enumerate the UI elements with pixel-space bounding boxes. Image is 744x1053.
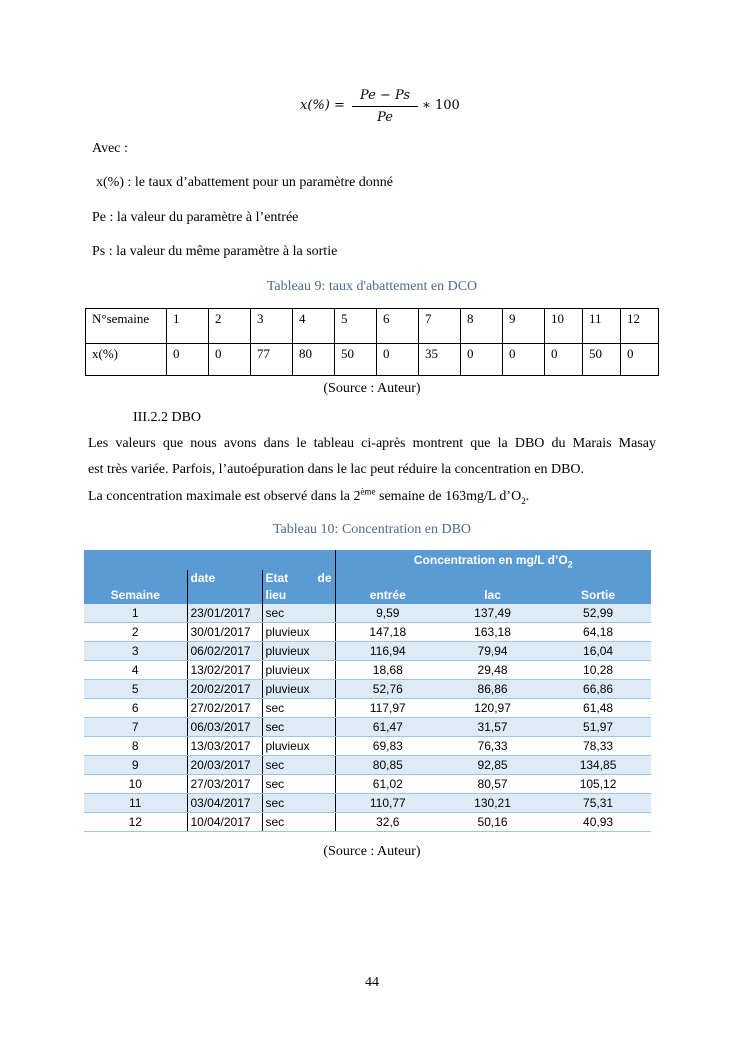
table10-header-row [84,570,651,604]
cell-entree: 117,97 [335,699,440,718]
paragraph-line-1: Les valeurs que nous avons dans le tableau ci-après montrent que la DBO du Marais Masay [88,436,656,451]
cell-etat: sec [262,756,335,775]
table9-cell: 0 [545,344,583,376]
table9-cell: 0 [461,344,503,376]
cell-semaine: 8 [84,737,187,756]
cell-sortie: 64,18 [545,623,651,642]
cell-entree: 9,59 [335,604,440,623]
cell-sortie: 51,97 [545,718,651,737]
cell-date: 13/03/2017 [187,737,262,756]
cell-entree: 110,77 [335,794,440,813]
table9-cell: 0 [377,344,419,376]
cell-etat: pluvieux [262,661,335,680]
definition-x: x(%) : le taux d’abattement pour un paramètre donné [96,175,393,190]
cell-entree: 80,85 [335,756,440,775]
paragraph-line-3: La concentration maximale est observé dans la 2ème semaine de 163mg/L $d’O_2$. [88,486,530,506]
cell-sortie: 10,28 [545,661,651,680]
cell-lac: 29,48 [440,661,545,680]
cell-semaine: 10 [84,775,187,794]
definition-pe: Pe : la valeur du paramètre à l’entrée [92,210,299,225]
table10-group-header-row [84,550,651,570]
table9-cell: 1 [167,309,209,344]
table-row [84,718,651,737]
table9-cell: 35 [419,344,461,376]
cell-date: 27/02/2017 [187,699,262,718]
formula-rhs: ∗ 100 [422,98,460,113]
table-row [84,775,651,794]
table-row [84,604,651,623]
table9-cell: 12 [621,309,659,344]
cell-lac: 79,94 [440,642,545,661]
cell-entree: 69,83 [335,737,440,756]
cell-etat: sec [262,699,335,718]
table9-cell: 6 [377,309,419,344]
cell-semaine: 5 [84,680,187,699]
cell-date: 30/01/2017 [187,623,262,642]
table9-row-label: x(%) [86,344,167,376]
table9-cell: 9 [503,309,545,344]
table9-cell: 80 [293,344,335,376]
cell-entree: 116,94 [335,642,440,661]
table-row [84,680,651,699]
header-lac: lac [440,570,545,604]
table-row [84,794,651,813]
table9-cell: 0 [503,344,545,376]
cell-date: 20/03/2017 [187,756,262,775]
table9-dco-abatement [85,308,659,376]
table9-row-label: N°semaine [86,309,167,344]
cell-date: 06/02/2017 [187,642,262,661]
cell-semaine: 7 [84,718,187,737]
cell-date: 06/03/2017 [187,718,262,737]
formula-fraction [352,88,418,125]
table9-source: (Source : Auteur) [323,381,421,396]
concentration-group-header: Concentration en mg/L $d’O_2$ [335,550,651,570]
cell-semaine: 11 [84,794,187,813]
table9-cell: 50 [335,344,377,376]
cell-entree: 32,6 [335,813,440,832]
cell-etat: sec [262,775,335,794]
avec-label: Avec : [92,141,128,156]
cell-date: 10/04/2017 [187,813,262,832]
paragraph-line-2: est très variée. Parfois, l’autoépuration dans le lac peut réduire la concentration en DBO. [88,462,585,477]
header-date: date [187,570,262,604]
table9-cell: 0 [209,344,251,376]
table9-cell: 10 [545,309,583,344]
cell-sortie: 134,85 [545,756,651,775]
cell-lac: 31,57 [440,718,545,737]
cell-semaine: 12 [84,813,187,832]
table9-week-row [86,309,659,344]
cell-etat: sec [262,813,335,832]
cell-date: 03/04/2017 [187,794,262,813]
cell-sortie: 66,86 [545,680,651,699]
cell-lac: 130,21 [440,794,545,813]
header-sortie: Sortie [545,570,651,604]
cell-sortie: 61,48 [545,699,651,718]
cell-lac: 80,57 [440,775,545,794]
cell-date: 27/03/2017 [187,775,262,794]
table10-dbo-concentration [84,550,651,832]
cell-lac: 50,16 [440,813,545,832]
table9-cell: 5 [335,309,377,344]
table-row [84,699,651,718]
table9-caption: Tableau 9: taux d'abattement en DCO [266,279,478,294]
cell-etat: pluvieux [262,680,335,699]
table-row [84,813,651,832]
table-row [84,737,651,756]
cell-entree: 147,18 [335,623,440,642]
table9-value-row [86,344,659,376]
cell-date: 13/02/2017 [187,661,262,680]
definition-ps: Ps : la valeur du même paramètre à la sortie [92,244,338,259]
cell-sortie: 75,31 [545,794,651,813]
cell-etat: pluvieux [262,623,335,642]
table-row [84,756,651,775]
formula-denominator: Pe [377,110,393,125]
table9-cell: 0 [167,344,209,376]
cell-sortie: 78,33 [545,737,651,756]
cell-etat: pluvieux [262,642,335,661]
cell-sortie: 105,12 [545,775,651,794]
cell-semaine: 4 [84,661,187,680]
cell-date: 23/01/2017 [187,604,262,623]
page-number: 44 [365,975,379,990]
cell-lac: 76,33 [440,737,545,756]
table9-cell: 0 [621,344,659,376]
table9-cell: 77 [251,344,293,376]
cell-semaine: 2 [84,623,187,642]
table10-caption: Tableau 10: Concentration en DBO [272,522,472,537]
cell-etat: sec [262,718,335,737]
header-semaine: Semaine [84,570,187,604]
table9-cell: 11 [583,309,621,344]
cell-entree: 61,02 [335,775,440,794]
header-etat: Etat de lieu [262,570,335,604]
table9-cell: 50 [583,344,621,376]
table9-cell: 4 [293,309,335,344]
cell-entree: 18,68 [335,661,440,680]
cell-lac: 163,18 [440,623,545,642]
formula-numerator: Pe − Ps [359,88,411,103]
table-row [84,642,651,661]
header-entree: entrée [335,570,440,604]
cell-sortie: 40,93 [545,813,651,832]
table9-cell: 7 [419,309,461,344]
formula-lhs: x(%) = [300,98,345,113]
cell-semaine: 9 [84,756,187,775]
cell-etat: sec [262,794,335,813]
cell-entree: 52,76 [335,680,440,699]
cell-lac: 92,85 [440,756,545,775]
table10-body [84,604,651,832]
cell-date: 20/02/2017 [187,680,262,699]
table10-source: (Source : Auteur) [323,844,421,859]
cell-lac: 86,86 [440,680,545,699]
table9-cell: 2 [209,309,251,344]
fraction-bar [352,106,418,107]
cell-etat: sec [262,604,335,623]
cell-semaine: 3 [84,642,187,661]
cell-sortie: 16,04 [545,642,651,661]
cell-lac: 120,97 [440,699,545,718]
cell-lac: 137,49 [440,604,545,623]
section-heading: III.2.2 DBO [133,410,202,425]
cell-sortie: 52,99 [545,604,651,623]
table-row [84,661,651,680]
table9-cell: 3 [251,309,293,344]
table9-cell: 8 [461,309,503,344]
table-row [84,623,651,642]
cell-entree: 61,47 [335,718,440,737]
cell-etat: pluvieux [262,737,335,756]
cell-semaine: 6 [84,699,187,718]
cell-semaine: 1 [84,604,187,623]
